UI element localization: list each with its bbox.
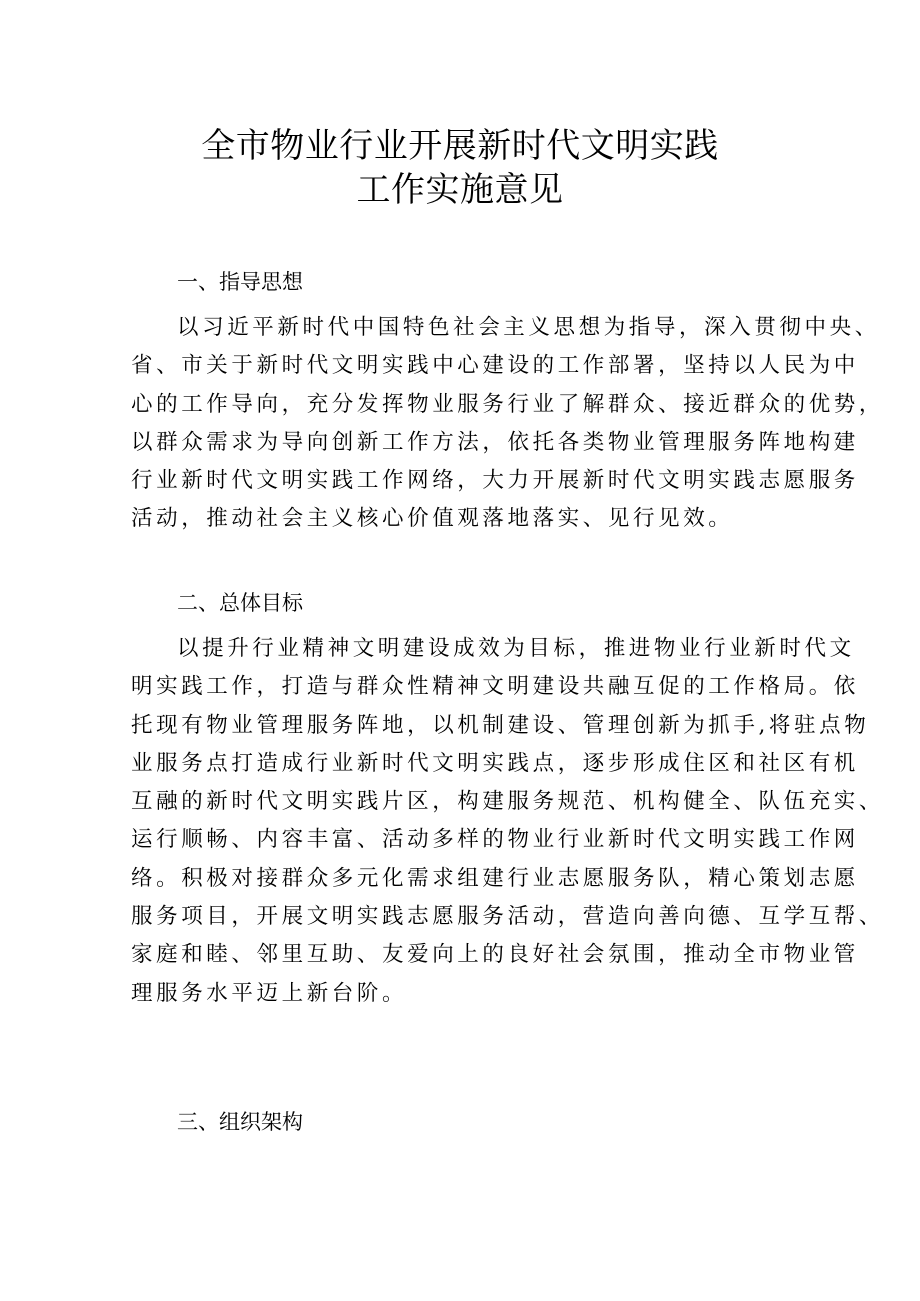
section-heading-guiding-ideology: 一、指导思想 bbox=[177, 270, 303, 294]
section-heading-organization: 三、组织架构 bbox=[177, 1110, 303, 1134]
paragraph-line: 家庭和睦、邻里互助、友爱向上的良好社会氛围，推动全市物业管 bbox=[131, 942, 859, 968]
paragraph-line: 活动，推动社会主义核心价值观落地落实、见行见效。 bbox=[131, 506, 734, 532]
paragraph-line: 运行顺畅、内容丰富、活动多样的物业行业新时代文明实践工作网 bbox=[131, 827, 859, 853]
paragraph-line: 托现有物业管理服务阵地，以机制建设、管理创新为抓手,将驻点物 bbox=[131, 712, 870, 738]
paragraph-line: 以提升行业精神文明建设成效为目标，推进物业行业新时代文 bbox=[177, 636, 855, 661]
paragraph-line: 业服务点打造成行业新时代文明实践点，逐步形成住区和社区有机 bbox=[131, 750, 859, 776]
paragraph-line: 心的工作导向，充分发挥物业服务行业了解群众、接近群众的优势， bbox=[131, 391, 885, 417]
paragraph-line: 省、市关于新时代文明实践中心建设的工作部署，坚持以人民为中 bbox=[131, 353, 859, 379]
paragraph-line: 服务项目，开展文明实践志愿服务活动，营造向善向德、互学互帮、 bbox=[131, 904, 885, 930]
paragraph-line: 行业新时代文明实践工作网络，大力开展新时代文明实践志愿服务 bbox=[131, 468, 859, 494]
section-body-overall-goal bbox=[131, 630, 885, 1013]
paragraph-line: 以群众需求为导向创新工作方法，依托各类物业管理服务阵地构建 bbox=[131, 429, 859, 455]
document-title-line-1: 全市物业行业开展新时代文明实践 bbox=[201, 126, 719, 166]
document-title-line-2: 工作实施意见 bbox=[356, 170, 564, 210]
section-body-guiding-ideology bbox=[131, 309, 885, 539]
paragraph-line: 以习近平新时代中国特色社会主义思想为指导，深入贯彻中央、 bbox=[177, 315, 880, 340]
paragraph-line: 互融的新时代文明实践片区，构建服务规范、机构健全、队伍充实、 bbox=[131, 789, 885, 815]
paragraph-line: 明实践工作，打造与群众性精神文明建设共融互促的工作格局。依 bbox=[131, 674, 859, 700]
paragraph-line: 理服务水平迈上新台阶。 bbox=[131, 980, 408, 1006]
paragraph-line: 络。积极对接群众多元化需求组建行业志愿服务队，精心策划志愿 bbox=[131, 865, 859, 891]
section-heading-overall-goal: 二、总体目标 bbox=[177, 591, 303, 615]
